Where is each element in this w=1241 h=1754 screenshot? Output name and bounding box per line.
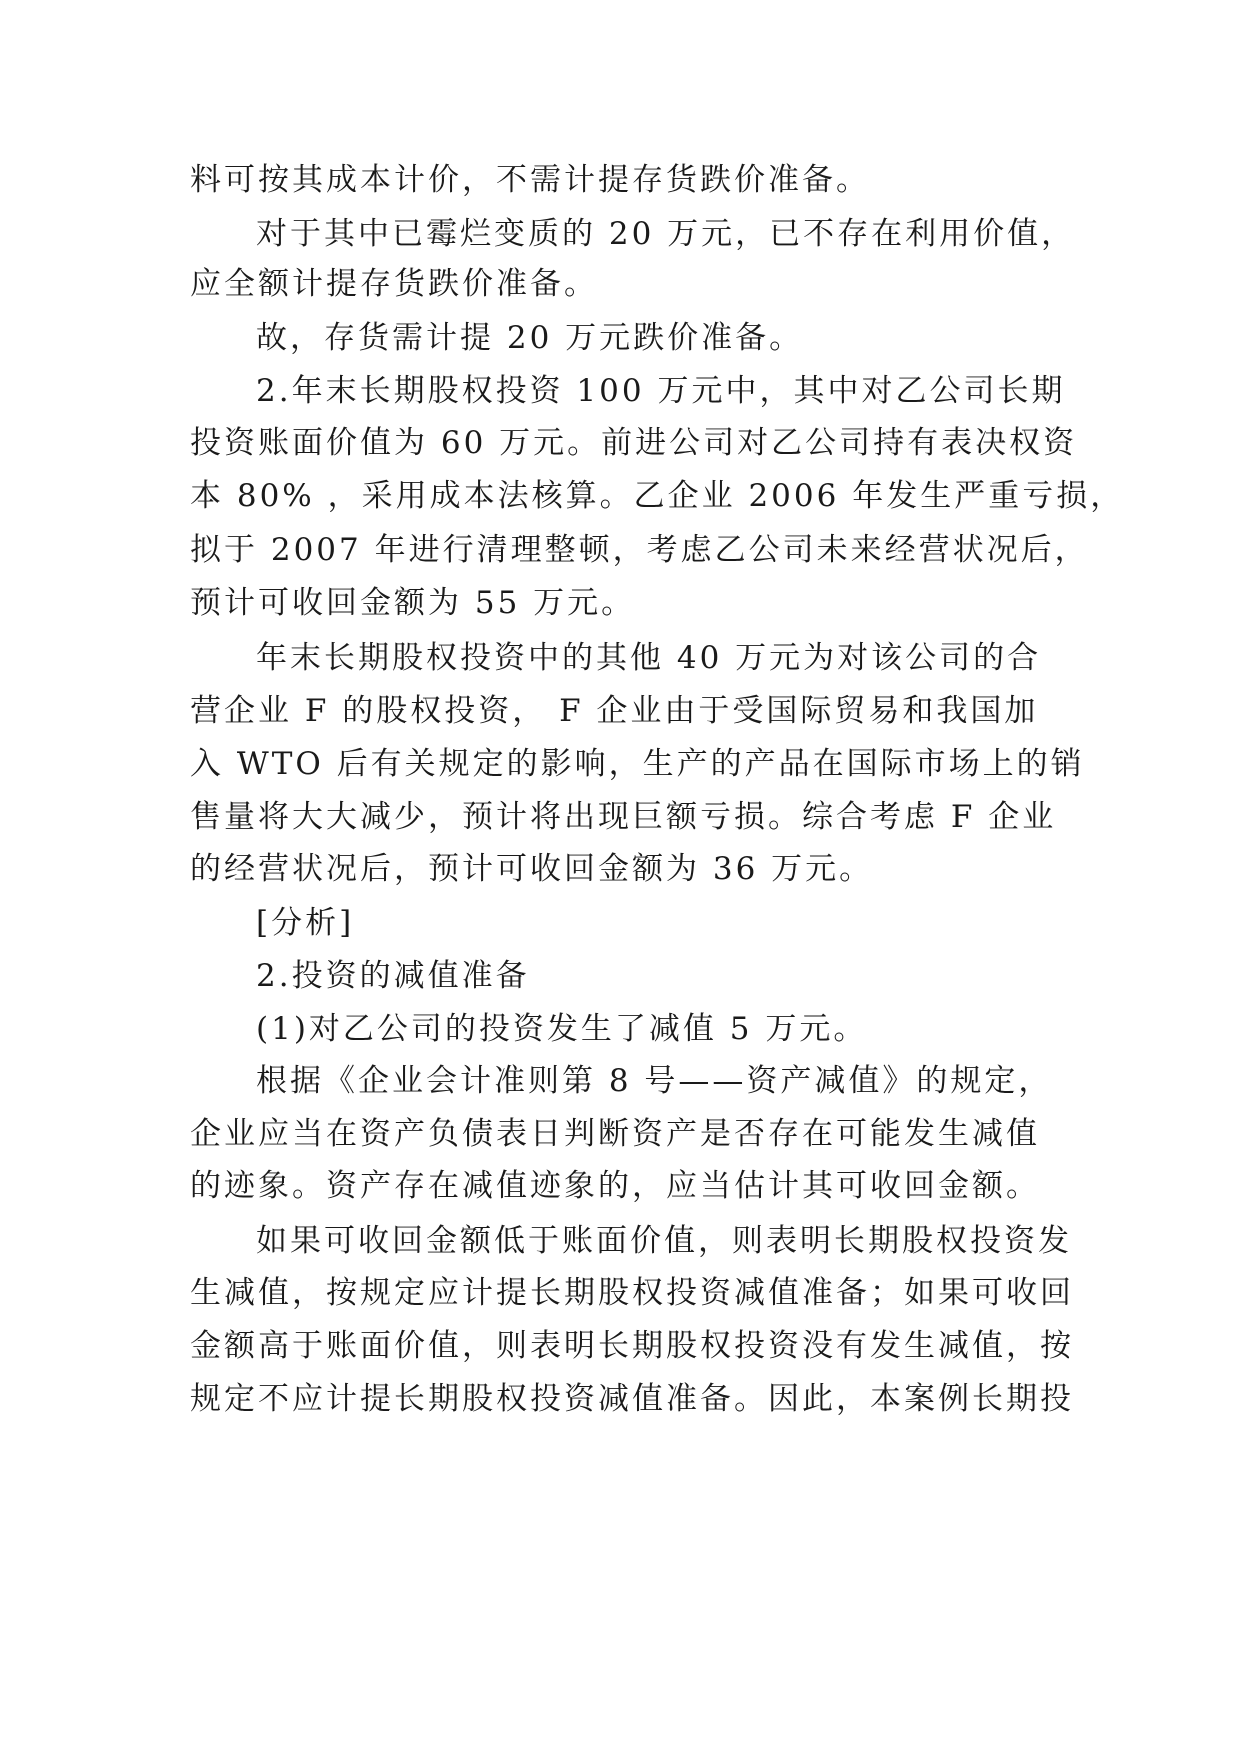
text-line: 规定不应计提长期股权投资减值准备。因此，本案例长期投 [190, 1381, 1074, 1417]
text-line: 对于其中已霉烂变质的 20 万元，已不存在利用价值， [256, 216, 1076, 252]
text-line: (1)对乙公司的投资发生了减值 5 万元。 [256, 1011, 868, 1047]
text-line: 如果可收回金额低于账面价值，则表明长期股权投资发 [256, 1223, 1072, 1259]
text-line: 预计可收回金额为 55 万元。 [190, 585, 636, 621]
text-line: 本 80% ，采用成本法核算。乙企业 2006 年发生严重亏损， [190, 478, 1125, 514]
text-line: 年末长期股权投资中的其他 40 万元为对该公司的合 [256, 640, 1042, 676]
text-line: 根据《企业会计准则第 8 号——资产减值》的规定， [256, 1063, 1053, 1099]
text-line: 2.投资的减值准备 [256, 958, 530, 994]
text-line: [分析] [256, 905, 355, 941]
text-line: 企业应当在资产负债表日判断资产是否存在可能发生减值 [190, 1116, 1040, 1152]
text-line: 的经营状况后，预计可收回金额为 36 万元。 [190, 851, 874, 887]
text-line: 生减值，按规定应计提长期股权投资减值准备；如果可收回 [190, 1275, 1074, 1311]
text-line: 的迹象。资产存在减值迹象的，应当估计其可收回金额。 [190, 1168, 1040, 1204]
text-line: 营企业 F 的股权投资， F 企业由于受国际贸易和我国加 [190, 693, 1039, 729]
text-line: 故，存货需计提 20 万元跌价准备。 [256, 320, 804, 356]
text-line: 拟于 2007 年进行清理整顿，考虑乙公司未来经营状况后， [190, 532, 1089, 568]
text-line: 售量将大大减少，预计将出现巨额亏损。综合考虑 F 企业 [190, 799, 1057, 835]
text-line: 入 WTO 后有关规定的影响，生产的产品在国际市场上的销 [190, 746, 1085, 782]
text-line: 2.年末长期股权投资 100 万元中，其中对乙公司长期 [256, 373, 1066, 409]
text-line: 应全额计提存货跌价准备。 [190, 266, 598, 302]
text-line: 投资账面价值为 60 万元。前进公司对乙公司持有表决权资 [190, 425, 1078, 461]
text-line: 金额高于账面价值，则表明长期股权投资没有发生减值，按 [190, 1328, 1074, 1364]
text-line: 料可按其成本计价，不需计提存货跌价准备。 [190, 162, 870, 198]
